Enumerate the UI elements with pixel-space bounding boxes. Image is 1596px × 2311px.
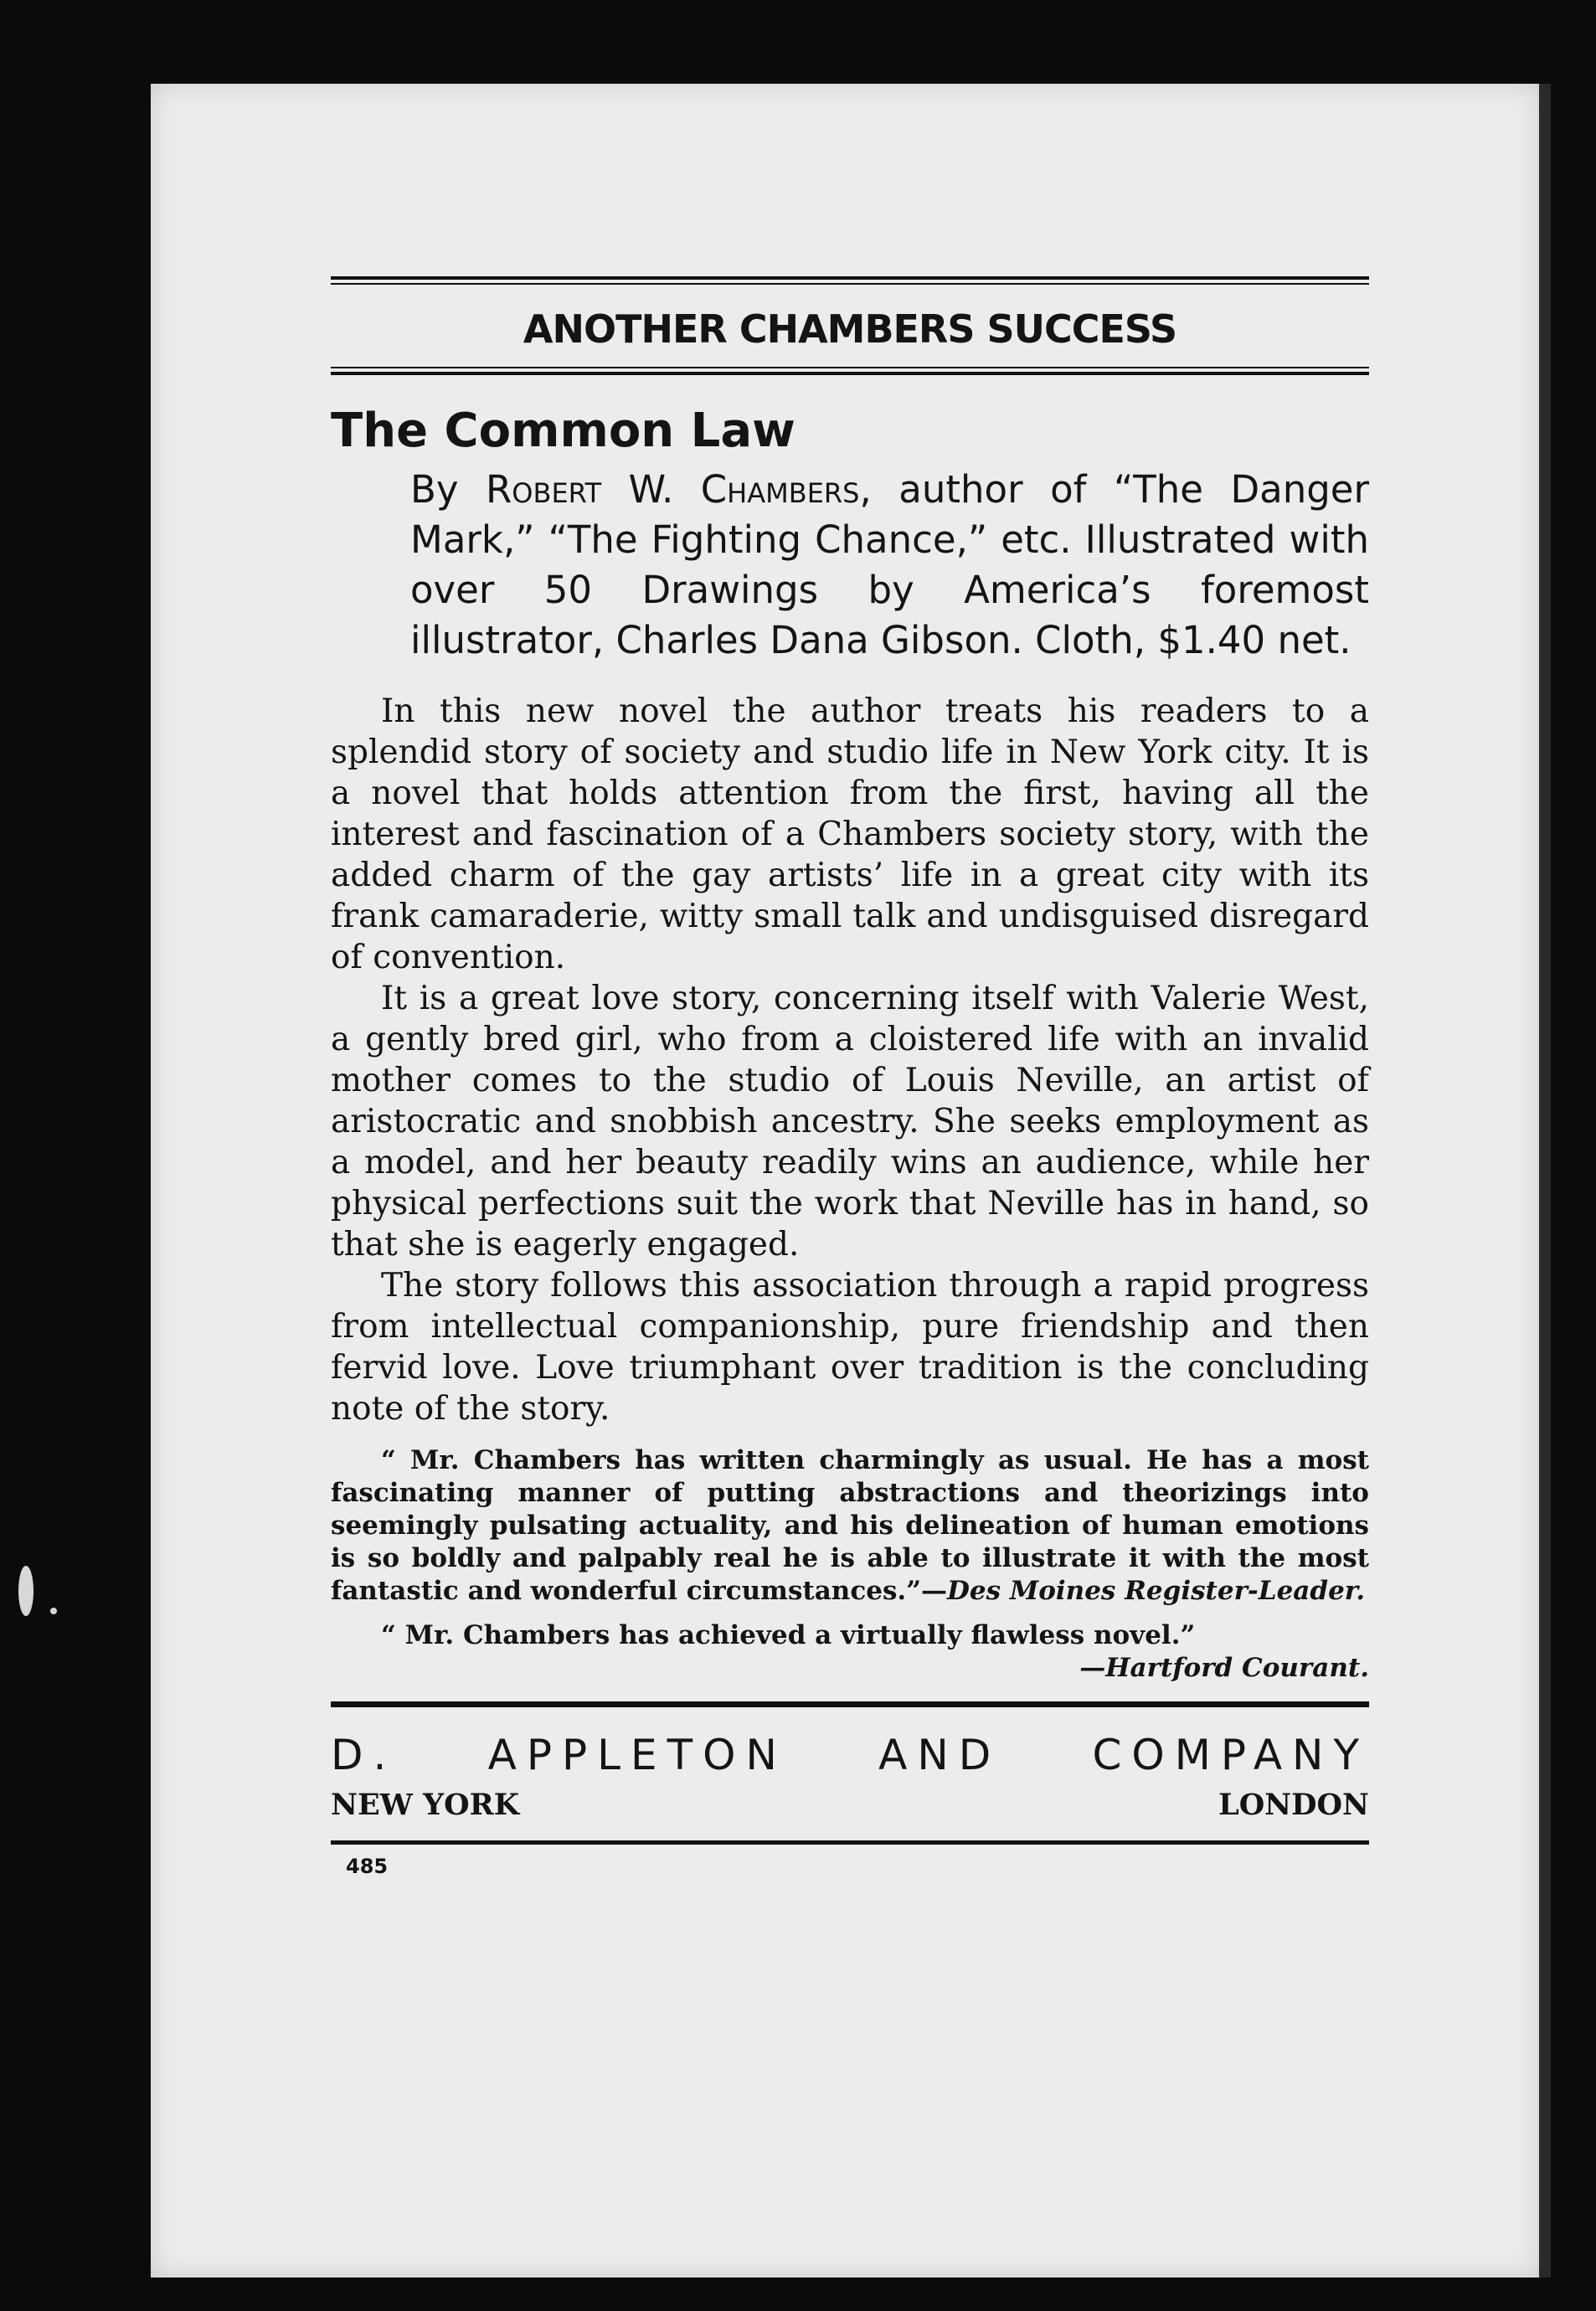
book-info [410,465,1369,666]
description [331,691,1369,1429]
publisher-name [331,1731,1369,1779]
reviews [331,1444,1369,1685]
dust-speck [50,1608,57,1614]
review-quote [331,1444,1369,1608]
publisher-word: APPLETON [487,1731,787,1779]
page-number: 485 [346,1855,389,1878]
publisher-word: COMPANY [1092,1731,1369,1779]
publisher-rule-bottom [331,1840,1369,1845]
review-source: Des Moines Register-Leader. [947,1576,1366,1606]
review-source: —Hartford Courant. [1079,1653,1369,1683]
page-edge-shadow [1539,84,1551,2278]
by-label: By [410,467,459,512]
review-text: “ Mr. Chambers has written charmingly as usual. He has a most fascinating manner of putting abstractions and theorizings into seemingly pulsating actuality, and his delineation of human emotions is so boldly and palpably real he is able to illustrate it with the most fantastic and wonderful circumstances.”— [331,1445,1369,1606]
advertisement [331,276,1369,1878]
dust-speck [18,1566,33,1616]
description-paragraph: It is a great love story, concerning itself with Valerie West, a gently bred girl, who from a cloistered life with an invalid mother comes to the studio of Louis Neville, an artist of aristocratic and snobbish ancestry. She seeks employment as a model, and her beauty readily wins an audience, while her physical perfections suit the work that Neville has in hand, so that she is eagerly engaged. [331,980,1369,1264]
author-name: Robert W. Chambers [486,467,860,512]
city-new-york: NEW YORK [331,1788,520,1822]
book-details: , author of “The Danger Mark,” “The Fighting Chance,” etc. Illustrated with over 50 Drawings by America’s foremost illustrator, Charles Dana Gibson. Cloth, $1.40 net. [410,467,1369,662]
header-rule-bottom [331,367,1369,375]
description-paragraph: In this new novel the author treats his readers to a splendid story of society and studio life in New York city. It is a novel that holds attention from the first, having all the interest and fascination of a Chambers society story, with the added charm of the gay artists’ life in a great city with its frank camaraderie, witty small talk and undisguised disregard of convention. [331,692,1369,976]
book-title: The Common Law [331,404,795,458]
ad-header: ANOTHER CHAMBERS SUCCESS [523,306,1177,352]
publisher-word: AND [878,1731,1001,1779]
review-quote: “ Mr. Chambers has achieved a virtually flawless novel.” [381,1620,1196,1650]
publisher-rule-top [331,1701,1369,1707]
header-rule-top [331,276,1369,285]
city-london: LONDON [1218,1788,1369,1822]
description-paragraph: The story follows this association through a rapid progress from intellectual companionship, pure friendship and then fervid love. Love triumphant over tradition is the concluding note of the story. [331,1267,1369,1428]
publisher-cities [331,1788,1369,1822]
publisher-word: D. [331,1731,397,1779]
